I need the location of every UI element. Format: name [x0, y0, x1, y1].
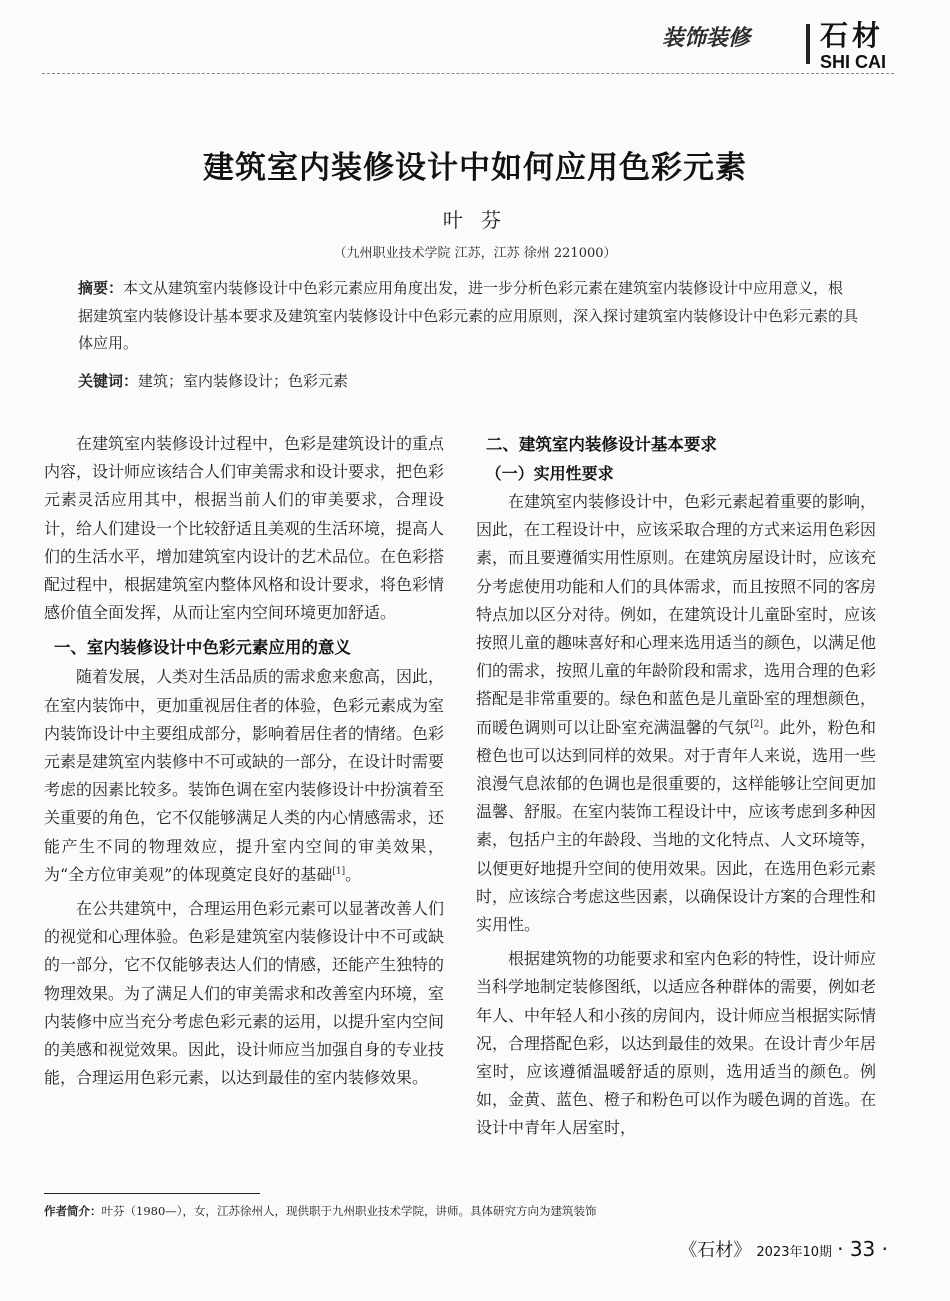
- footer-issue: 2023年10期: [756, 1245, 833, 1260]
- body-paragraph: [476, 488, 876, 939]
- journal-name-pinyin: SHI CAI: [820, 52, 887, 72]
- footnote-label: 作者简介：: [44, 1204, 102, 1218]
- footer-journal-name: 《石材》: [679, 1240, 752, 1261]
- keywords-label: 关键词：: [78, 372, 139, 390]
- right-column: [476, 430, 876, 1149]
- footnote-rule: [44, 1193, 260, 1194]
- paragraph-text: 随着发展，人类对生活品质的需求愈来愈高，因此，在室内装饰中，更加重视居住者的体验，色彩元素成为室内装饰设计中主要组成部分，影响着居住者的情绪。色彩元素是建筑室内装修中不可或缺的一部分，在设计时需要考虑的因素比较多。装饰色调在室内装修设计中扮演着至关重要的角色，它不仅能够满足人类的内心情感需求，还能产生不同的物理效应，提升室内空间的审美效果，为“全方位审美观”的体现奠定良好的基础: [44, 667, 445, 884]
- author-affiliation: （九州职业技术学院 江苏，江苏 徐州 221000）: [333, 246, 617, 261]
- citation-ref: [2]: [750, 719, 764, 730]
- section-heading-2: 二、建筑室内装修设计基本要求: [485, 435, 717, 454]
- abstract: [78, 275, 858, 358]
- intro-paragraph: 在建筑室内装修设计过程中，色彩是建筑设计的重点内容，设计师应该结合人们审美需求和设计要求，把色彩元素灵活应用其中，根据当前人们的审美要求，合理设计，给人们建设一个比较舒适且美观的生活环境，提高人们的生活水平，增加建筑室内设计的艺术品位。在色彩搭配过程中，根据建筑室内整体风格和设计要求，将色彩情感价值全面发挥，从而让室内空间环境更加舒适。: [44, 434, 445, 623]
- paragraph-text: 在建筑室内装修设计中，色彩元素起着重要的影响，因此，在工程设计中，应该采取合理的方式来运用色彩因素，而且要遵循实用性原则。在建筑房屋设计时，应该充分考虑使用功能和人们的具体需求，而且按照不同的客房特点加以区分对待。例如，在建筑设计儿童卧室时，应该按照儿童的趣味喜好和心理来选用适当的颜色，以满足他们的需求，按照儿童的年龄阶段和需求，选用合理的色彩搭配是非常重要的。绿色和蓝色是儿童卧室的理想颜色，而暖色调则可以让卧室充满温馨的气氛: [476, 492, 877, 737]
- paragraph-text-end: 。: [345, 864, 362, 884]
- body-paragraph: 在公共建筑中，合理运用色彩元素可以显著改善人们的视觉和心理体验。色彩是建筑室内装修设计中不可或缺的一部分，它不仅能够表达人们的情感，还能产生独特的物理效果。为了满足人们的审美需求和改善室内环境，室内装修中应当充分考虑色彩元素的运用，以提升室内空间的美感和视觉效果。因此，设计师应当加强自身的专业技能，合理运用色彩元素，以达到最佳的室内装修效果。: [44, 899, 445, 1088]
- subsection-heading-1: （一）实用性要求: [485, 464, 614, 483]
- paragraph-text-end: 。此外，粉色和橙色也可以达到同样的效果。对于青年人来说，选用一些浪漫气息浓郁的色调也是很重要的，这样能够让空间更加温馨、舒服。在室内装饰工程设计中，应该考虑到多种因素，包括户主的年龄段、当地的文化特点、人文环境等，以便更好地提升空间的使用效果。因此，在选用色彩元素时，应该综合考虑这些因素，以确保设计方案的合理性和实用性。: [476, 717, 877, 935]
- page-footer: [679, 1234, 888, 1268]
- author-bio-footnote: [44, 1202, 904, 1220]
- header-section-label: 装饰装修: [661, 26, 750, 51]
- footnote-text: 叶芬（1980—），女，江苏徐州人，现供职于九州职业技术学院，讲师。具体研究方向为建筑装饰: [101, 1204, 597, 1218]
- abstract-text: 本文从建筑室内装修设计中色彩元素应用角度出发，进一步分析色彩元素在建筑室内装修设计中应用意义，根据建筑室内装修设计基本要求及建筑室内装修设计中色彩元素的应用原则，深入探讨建筑室内装修设计中色彩元素的具体应用。: [78, 279, 859, 352]
- body-paragraph: 根据建筑物的功能要求和室内色彩的特性，设计师应当科学地制定装修图纸，以适应各种群体的需要，例如老年人、中年轻人和小孩的房间内，设计师应当根据实际情况，合理搭配色彩，以达到最佳的效果。在设计青少年居室时，应该遵循温暖舒适的原则，选用适当的颜色。例如，金黄、蓝色、橙子和粉色可以作为暖色调的首选。在设计中青年人居室时，: [476, 949, 877, 1138]
- body-paragraph: [44, 663, 444, 889]
- left-column: [44, 430, 444, 1098]
- page-number: · 33 ·: [837, 1237, 888, 1261]
- citation-ref: [1]: [332, 866, 346, 877]
- abstract-label: 摘要：: [78, 279, 124, 297]
- author-name: 叶 芬: [442, 208, 508, 232]
- journal-name-chinese: 石材: [820, 19, 885, 52]
- keywords-text: 建筑；室内装修设计；色彩元素: [138, 372, 349, 390]
- keywords: [78, 369, 858, 393]
- article-title: 建筑室内装修设计中如何应用色彩元素: [203, 150, 747, 186]
- header-divider-bar: [806, 24, 810, 64]
- section-heading-1: 一、室内装修设计中色彩元素应用的意义: [53, 638, 351, 658]
- header-dashed-rule: [42, 73, 894, 74]
